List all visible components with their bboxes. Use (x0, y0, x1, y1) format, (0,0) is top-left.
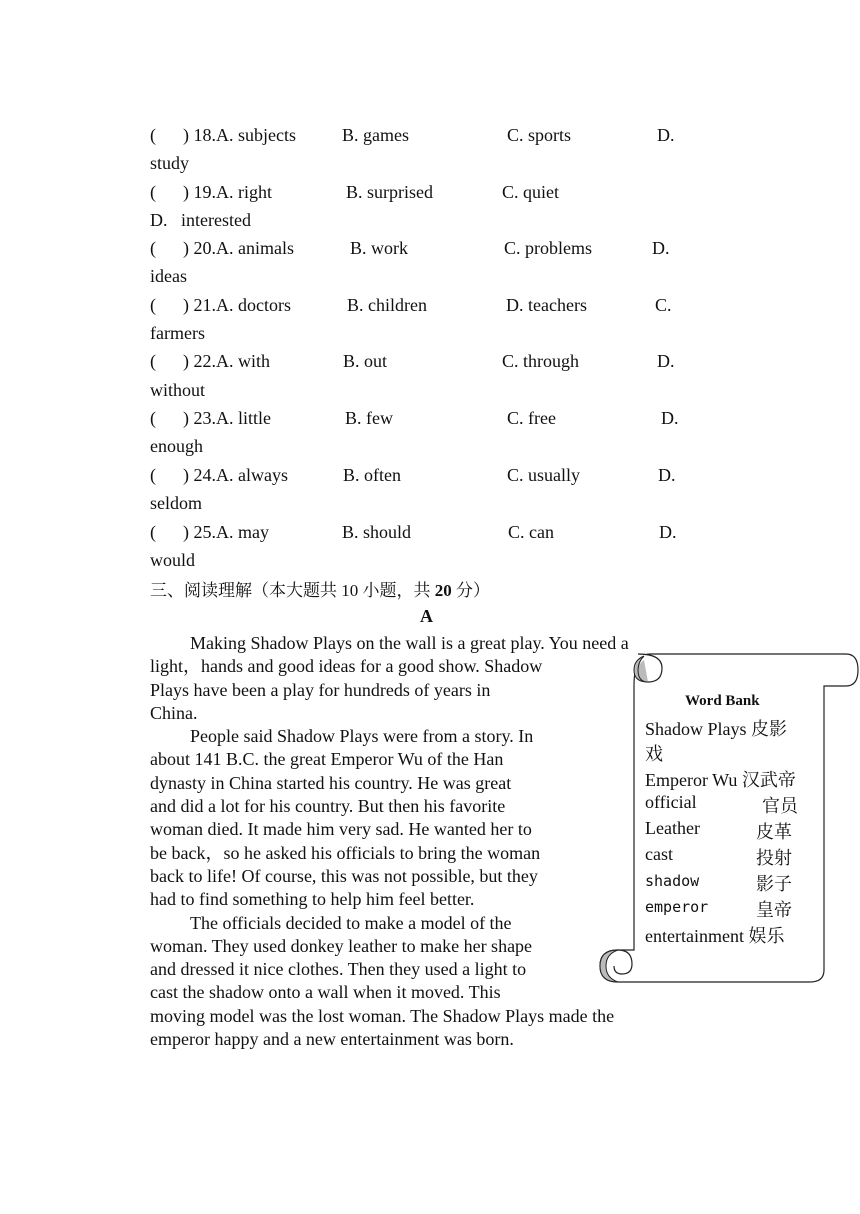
word-bank-row: shadow (645, 872, 700, 890)
question-number: 19 (193, 182, 212, 202)
word-cn: 娱乐 (748, 926, 785, 946)
word-bank-row: 戏 (645, 744, 663, 764)
word-cn: 官员 (762, 796, 798, 816)
option-d: farmers (150, 323, 205, 343)
option-d-label: D. (658, 465, 676, 485)
option-b: surprised (367, 182, 434, 202)
option-d-label: D. (657, 125, 675, 145)
passage-line: and dressed it nice clothes. Then they used a light to (150, 959, 527, 980)
word-bank-row: emperor (645, 898, 709, 916)
option-c: sports (528, 125, 572, 145)
word-bank-row: cast (645, 844, 673, 864)
word-en: entertainment (645, 926, 744, 946)
option-d-label: D. (661, 408, 679, 428)
word-en: Shadow Plays (645, 719, 747, 739)
passage-line: woman. They used donkey leather to make her shape (150, 935, 533, 956)
question-number: 23 (193, 408, 212, 428)
option-c-label: D. (506, 295, 524, 315)
option-b: games (363, 125, 409, 145)
question-19: ( ) 19.A. right B. surprised C. quiet (150, 182, 560, 202)
question-21: ( ) 21.A. doctors B. children D. teachers C. (150, 295, 672, 315)
passage-line: and did a lot for his country. But then his favorite (150, 796, 506, 817)
option-c: quiet (523, 182, 560, 202)
passage-line: The officials decided to make a model of the (190, 912, 512, 933)
question-number: 18 (193, 125, 212, 145)
passage-line: be back，so he asked his officials to bring the woman (150, 842, 541, 863)
option-d-label: D. (659, 522, 677, 542)
question-number: 24 (193, 465, 212, 485)
option-b: should (363, 522, 412, 542)
question-23: ( ) 23.A. little B. few C. free D. (150, 408, 679, 428)
question-number: 21 (193, 295, 212, 315)
option-a: doctors (238, 295, 291, 315)
option-d: ideas (150, 266, 187, 286)
option-d: study (150, 153, 190, 173)
option-d-label: D. (657, 351, 675, 371)
passage-line: had to find something to help him feel better. (150, 889, 475, 910)
option-a: may (238, 522, 269, 542)
question-18: ( ) 18.A. subjects B. games C. sports D. (150, 125, 675, 145)
option-d-label: D. (652, 238, 670, 258)
section-title (150, 576, 490, 601)
option-c: problems (525, 238, 593, 258)
option-d-text: interested (181, 210, 251, 230)
option-d: seldom (150, 493, 202, 513)
option-a: with (238, 351, 271, 371)
option-c: usually (528, 465, 581, 485)
question-number: 20 (193, 238, 212, 258)
word-cn: 皮革 (756, 822, 792, 842)
question-24: ( ) 24.A. always B. often C. usually D. (150, 465, 676, 485)
passage-line: dynasty in China started his country. He was great (150, 772, 512, 793)
section-title-suffix: 分） (451, 581, 490, 600)
question-number: 22 (193, 351, 212, 371)
passage-line: Making Shadow Plays on the wall is a great play. You need a (190, 633, 629, 653)
question-number: 25 (193, 522, 212, 542)
option-b: children (368, 295, 427, 315)
option-b: out (364, 351, 388, 371)
passage-line: Plays have been a play for hundreds of years in (150, 679, 491, 700)
question-22: ( ) 22.A. with B. out C. through D. (150, 351, 675, 371)
passage-line: cast the shadow onto a wall when it moved. This (150, 982, 501, 1003)
option-a: little (238, 408, 271, 428)
question-20: ( ) 20.A. animals B. work C. problems D. (150, 238, 670, 258)
option-c: can (529, 522, 554, 542)
passage-line: woman died. It made him very sad. He wanted her to (150, 819, 532, 840)
word-en: Emperor Wu (645, 770, 738, 790)
word-bank-row (645, 715, 787, 741)
word-cn: 影子 (756, 874, 792, 894)
option-d-label: D. (150, 210, 168, 230)
passage (150, 632, 629, 1051)
passage-line: back to life! Of course, this was not possible, but they (150, 865, 538, 886)
option-a: right (238, 182, 272, 202)
passage-line: light，hands and good ideas for a good show. Shadow (150, 656, 543, 677)
option-c: through (523, 351, 580, 371)
option-c: free (528, 408, 556, 428)
word-bank-row: Leather (645, 818, 700, 838)
passage-line: emperor happy and a new entertainment was born. (150, 1029, 514, 1050)
option-d: would (150, 550, 195, 570)
option-b: work (371, 238, 409, 258)
word-bank-row: official (645, 792, 697, 812)
question-25: ( ) 25.A. may B. should C. can D. (150, 522, 677, 542)
word-cn: 汉武帝 (741, 770, 796, 790)
passage-line: moving model was the lost woman. The Shadow Plays made the (150, 1005, 615, 1026)
option-d (150, 209, 251, 231)
passage-label: A (420, 606, 433, 626)
word-bank-row (645, 922, 784, 948)
option-a: always (238, 465, 288, 485)
section-title-score: 20 (434, 581, 452, 600)
passage-line: People said Shadow Plays were from a story. In (190, 726, 534, 747)
word-bank-title: Word Bank (685, 693, 760, 709)
passage-line: China. (150, 702, 198, 723)
section-title-prefix: 三、阅读理解（本大题共 10 小题，共 (150, 581, 435, 600)
option-b: often (364, 465, 401, 485)
option-a: subjects (238, 125, 296, 145)
word-cn: 皮影 (751, 719, 788, 739)
word-cn: 投射 (756, 848, 792, 868)
passage-line: about 141 B.C. the great Emperor Wu of the Han (150, 749, 504, 770)
option-b: few (366, 408, 393, 428)
word-cn: 皇帝 (756, 900, 792, 920)
option-d: enough (150, 436, 203, 456)
option-d: without (150, 380, 206, 400)
word-bank-row (645, 766, 796, 792)
option-d-label: C. (655, 295, 672, 315)
option-a: animals (238, 238, 294, 258)
option-c: teachers (528, 295, 587, 315)
